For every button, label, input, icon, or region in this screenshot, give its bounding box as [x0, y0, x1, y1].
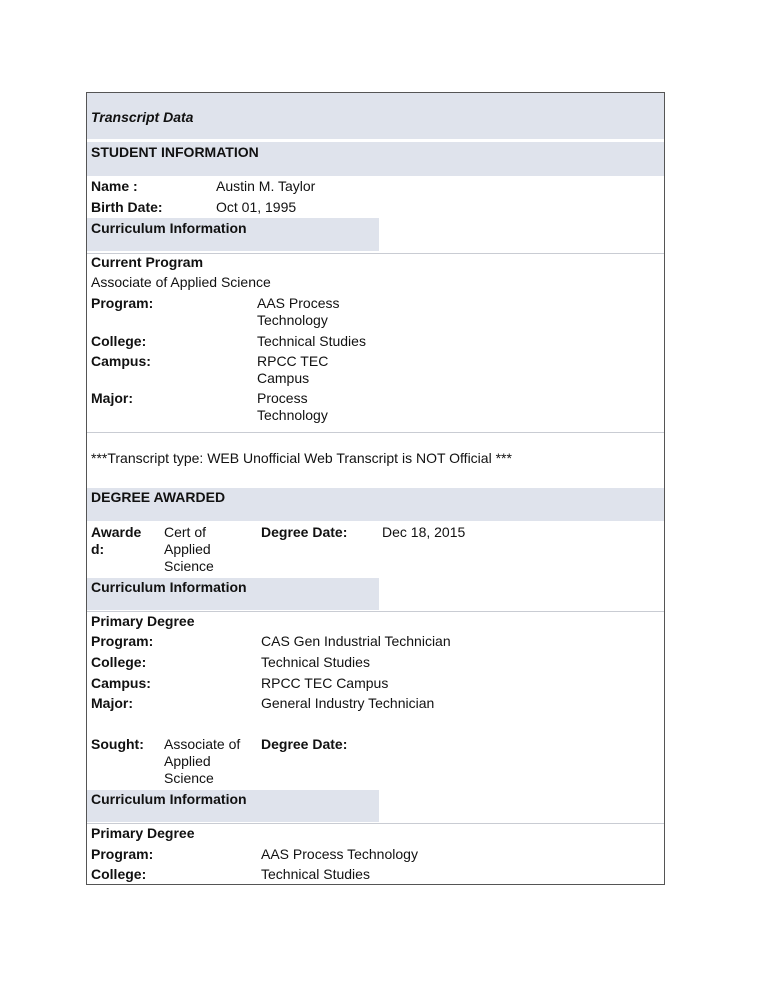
curriculum-header-3: Curriculum Information	[91, 791, 247, 807]
birth-date-value: Oct 01, 1995	[216, 199, 297, 215]
sought-label: Sought:	[91, 736, 144, 752]
divider	[87, 823, 665, 824]
sought-value-line2: Applied	[164, 753, 211, 769]
birth-date-label: Birth Date:	[91, 199, 163, 215]
curriculum-header-1: Curriculum Information	[91, 220, 247, 236]
transcript-title: Transcript Data	[91, 109, 194, 125]
degree-awarded-header: DEGREE AWARDED	[91, 489, 226, 505]
pd1-major-label: Major:	[91, 695, 133, 711]
curriculum-header-2: Curriculum Information	[91, 579, 247, 595]
major-value-line2: Technology	[257, 407, 328, 423]
current-program-heading: Current Program	[91, 254, 204, 270]
transcript-notice: ***Transcript type: WEB Unofficial Web Transcript is NOT Official ***	[91, 450, 512, 466]
pd2-college-value: Technical Studies	[261, 866, 370, 882]
program-label: Program:	[91, 295, 154, 311]
awarded-value-line3: Science	[164, 558, 214, 574]
divider	[87, 611, 665, 612]
pd2-college-label: College:	[91, 866, 147, 882]
student-info-header: STUDENT INFORMATION	[91, 144, 259, 160]
transcript-frame	[86, 92, 665, 885]
awarded-value-line1: Cert of	[164, 524, 207, 540]
name-value: Austin M. Taylor	[216, 178, 316, 194]
sought-degree-date-label: Degree Date:	[261, 736, 348, 752]
awarded-degree-date-label: Degree Date:	[261, 524, 348, 540]
primary-degree-heading-2: Primary Degree	[91, 825, 195, 841]
awarded-degree-date-value: Dec 18, 2015	[382, 524, 466, 540]
pd2-program-label: Program:	[91, 846, 154, 862]
pd1-program-label: Program:	[91, 633, 154, 649]
pd1-campus-value: RPCC TEC Campus	[261, 675, 389, 691]
pd1-major-value: General Industry Technician	[261, 695, 435, 711]
campus-value-line1: RPCC TEC	[257, 353, 329, 369]
sought-value-line1: Associate of	[164, 736, 241, 752]
pd2-program-value: AAS Process Technology	[261, 846, 418, 862]
pd1-program-value: CAS Gen Industrial Technician	[261, 633, 451, 649]
awarded-label-line2: d:	[91, 541, 105, 557]
sought-value-line3: Science	[164, 770, 214, 786]
pd1-college-value: Technical Studies	[261, 654, 370, 670]
primary-degree-heading-1: Primary Degree	[91, 613, 195, 629]
campus-value-line2: Campus	[257, 370, 310, 386]
program-value-line2: Technology	[257, 312, 328, 328]
major-value-line1: Process	[257, 390, 308, 406]
campus-label: Campus:	[91, 353, 151, 369]
college-value: Technical Studies	[257, 333, 366, 349]
awarded-value-line2: Applied	[164, 541, 211, 557]
divider	[87, 432, 665, 433]
awarded-label-line1: Awarde	[91, 524, 142, 540]
program-value-line1: AAS Process	[257, 295, 340, 311]
pd1-campus-label: Campus:	[91, 675, 151, 691]
current-program-subheading: Associate of Applied Science	[91, 274, 271, 290]
college-label: College:	[91, 333, 147, 349]
pd1-college-label: College:	[91, 654, 147, 670]
major-label: Major:	[91, 390, 133, 406]
name-label: Name :	[91, 178, 138, 194]
